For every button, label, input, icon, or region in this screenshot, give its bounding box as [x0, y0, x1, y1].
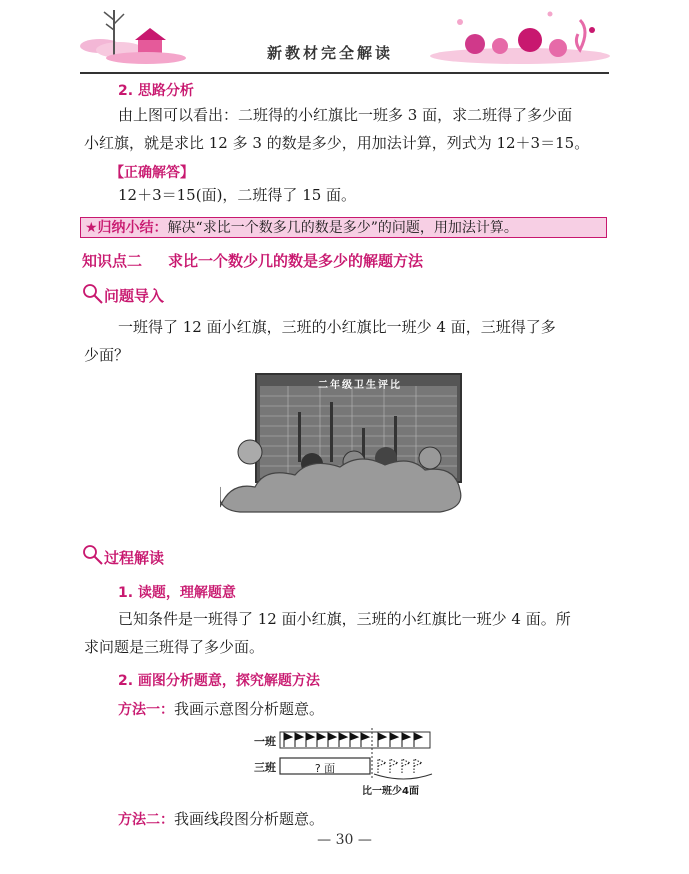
dashed-flag-icon [414, 759, 422, 773]
flag-icon [284, 733, 292, 747]
analysis-line-1: 由上图可以看出：二班得的小红旗比一班多 3 面，求二班得了多少面 [118, 106, 573, 124]
method2-label: 方法二： [118, 812, 174, 828]
flag-icon [378, 733, 386, 747]
method2-text: 我画线段图分析题意。 [174, 810, 325, 828]
summary-text: 解决“求比一个数多几的数是多少”的问题，用加法计算。 [167, 220, 518, 236]
step1-title: 1. 读题，理解题意 [118, 585, 236, 601]
flag-icon [317, 733, 325, 747]
summary-label: ★归纳小结： [85, 220, 168, 236]
step2-title: 2. 画图分析题意，探究解题方法 [118, 673, 320, 689]
magnifier-icon-2 [82, 544, 104, 570]
board-title: 二年级卫生评比 [318, 380, 402, 391]
flag-icon [339, 733, 347, 747]
header-rule [80, 72, 609, 74]
knowledge-point-label: 知识点二 [82, 252, 143, 270]
magnifier-icon [82, 283, 104, 309]
analysis-line-2: 小红旗，就是求比 12 多 3 的数是多少，用加法计算，列式为 12＋3＝15。 [84, 134, 590, 152]
diagram-box-text: ? 面 [314, 762, 336, 775]
question-line-1: 一班得了 12 面小红旗，三班的小红旗比一班少 4 面，三班得了多 [118, 318, 556, 336]
dashed-flag-icon [402, 759, 410, 773]
dashed-flag-icon [390, 759, 398, 773]
knowledge-point-title: 求比一个数少几的数是多少的解题方法 [168, 252, 424, 270]
section-heading-analysis: 2. 思路分析 [118, 83, 194, 99]
flag-icon [390, 733, 398, 747]
illustration-board [220, 372, 468, 522]
method1-label: 方法一： [118, 702, 174, 718]
answer-tag: 【正确解答】 [110, 165, 194, 181]
dashed-flag-icon [378, 759, 386, 773]
process-heading: 过程解读 [104, 549, 165, 567]
flag-icon [306, 733, 314, 747]
flag-icon [295, 733, 303, 747]
diagram-row2-label: 三班 [254, 761, 276, 774]
method1-text: 我画示意图分析题意。 [174, 700, 325, 718]
flag-icon [402, 733, 410, 747]
header-title: 新教材完全解读 [266, 44, 393, 62]
question-intro-heading: 问题导入 [104, 287, 165, 305]
method1 [118, 698, 324, 719]
answer-text: 12＋3＝15(面)，二班得了 15 面。 [118, 186, 357, 204]
diagram-note: 比一班少4面 [362, 786, 419, 797]
flag-icon [350, 733, 358, 747]
step1-line-2: 求问题是三班得了多少面。 [84, 638, 265, 656]
flag-icon [328, 733, 336, 747]
flag-icon [361, 733, 369, 747]
flag-icon [414, 733, 422, 747]
page-number: — 30 — [317, 832, 372, 848]
step1-line-1: 已知条件是一班得了 12 面小红旗，三班的小红旗比一班少 4 面。所 [118, 610, 571, 628]
summary-box [80, 217, 607, 238]
method2 [118, 808, 324, 829]
question-line-2: 少面？ [84, 346, 130, 364]
diagram-row1-label: 一班 [254, 735, 276, 748]
